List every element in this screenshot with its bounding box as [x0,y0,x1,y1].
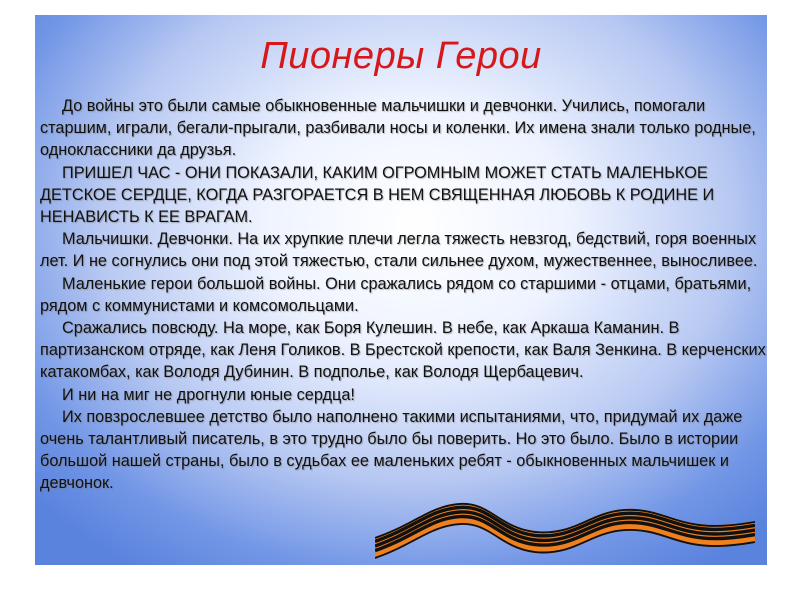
slide-title: Пионеры Герои [260,35,542,77]
paragraph-2: ПРИШЕЛ ЧАС - ОНИ ПОКАЗАЛИ, КАКИМ ОГРОМНЫМ МОЖЕТ СТАТЬ МАЛЕНЬКОЕ ДЕТСКОЕ СЕРДЦЕ, КОГДА РАЗГОРАЕТСЯ В НЕМ СВЯЩЕННАЯ ЛЮБОВЬ К РОДИНЕ И НЕНАВИСТЬ К ЕЕ ВРАГАМ. [40,163,715,227]
slide-body [40,95,767,495]
paragraph-4: Маленькие герои большой войны. Они сражались рядом со старшими - отцами, братьями, рядом с коммунистами и комсомольцами. [40,274,752,315]
paragraph-3: Мальчишки. Девчонки. На их хрупкие плечи легла тяжесть невзгод, бедствий, горя военных лет. И не согнулись они под этой тяжестью, стали сильнее духом, мужественнее, выносливее. [40,230,758,271]
paragraph-5: Сражались повсюду. На море, как Боря Кулешин. В небе, как Аркаша Каманин. В партизанском отряде, как Леня Голиков. В Брестской крепости, как Валя Зенкина. В керченских катакомбах, как Володя Дубинин. В подполье, как Володя Щербацевич. [40,319,766,382]
paragraph-1: До войны это были самые обыкновенные мальчишки и девчонки. Учились, помогали старшим, играли, бегали-прыгали, разбивали носы и коленки. Их имена знали только родные, одноклассники да друзья. [40,97,756,160]
st-george-ribbon-icon [375,485,755,565]
slide [35,15,767,565]
paragraph-7: Их повзрослевшее детство было наполнено такими испытаниями, что, придумай их даже очень талантливый писатель, в это трудно было бы поверить. Но это было. Было в истории большой нашей страны, было в судьбах ее маленьких ребят - обыкновенных мальчишек и девчонок. [40,407,743,493]
paragraph-6: И ни на миг не дрогнули юные сердца! [62,385,355,404]
